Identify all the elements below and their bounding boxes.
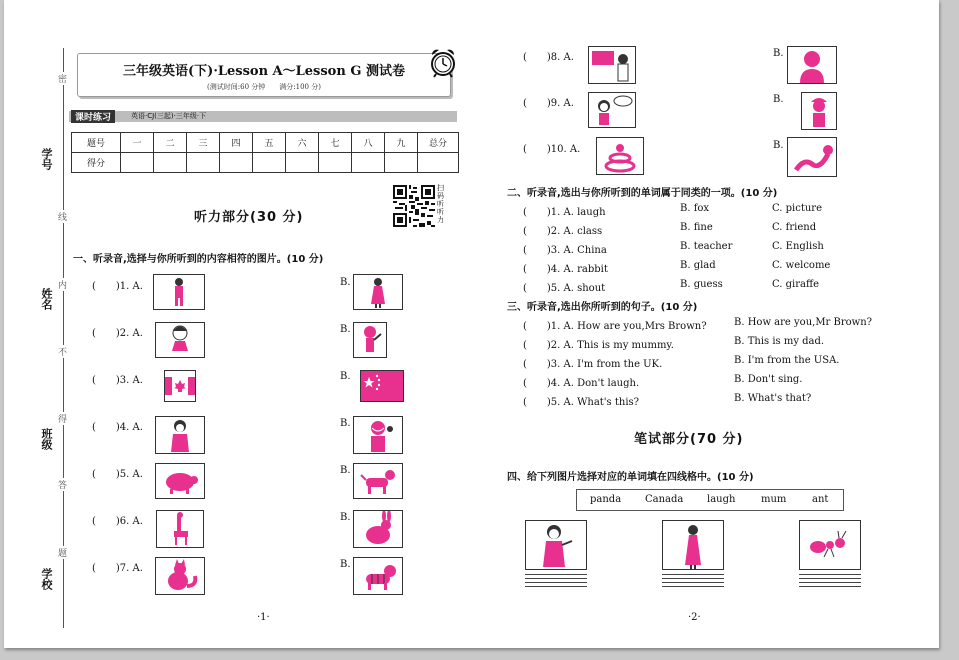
picture-canada-flag[interactable] xyxy=(164,370,196,402)
picture-girl-speaking[interactable] xyxy=(588,92,636,128)
picture-girl-smiling[interactable] xyxy=(155,322,205,358)
q3-item-1-b: B. How are you,Mr Brown? xyxy=(734,317,873,328)
score-input-cell[interactable] xyxy=(385,153,418,173)
picture-man-laughing[interactable] xyxy=(353,416,403,454)
page-number: ·1· xyxy=(257,612,270,623)
seal-char: 得 xyxy=(58,412,67,425)
q1-item-10-label: ( )10. A. xyxy=(523,144,581,155)
seal-char: 内 xyxy=(58,278,67,291)
q2-item-3-a: ( )3. A. China xyxy=(523,245,607,256)
title-box xyxy=(77,53,451,97)
q1-item-10-b: B. xyxy=(773,140,784,151)
q1-item-3-label: ( )3. A. xyxy=(92,375,143,386)
series-info: 英语·CJ(三起)·三年级·下 xyxy=(131,112,207,120)
q3-item-2-b: B. This is my dad. xyxy=(734,336,825,347)
score-input-cell[interactable] xyxy=(187,153,220,173)
picture-teacher-board[interactable] xyxy=(588,46,636,84)
q3-item-3-b: B. I'm from the USA. xyxy=(734,355,840,366)
picture-woman-dress[interactable] xyxy=(353,274,403,310)
q1-item-7-b: B. xyxy=(340,559,351,570)
score-input-cell[interactable] xyxy=(154,153,187,173)
page-number: ·2· xyxy=(688,612,701,623)
score-cell: 六 xyxy=(286,133,319,153)
q4-heading: 四、给下列图片选择对应的单词填在四线格中。(10 分) xyxy=(507,472,754,483)
q1-item-1-label: ( )1. A. xyxy=(92,281,143,292)
q1-item-4-b: B. xyxy=(340,418,351,429)
picture-woman-dress-long[interactable] xyxy=(662,520,724,570)
picture-dog[interactable] xyxy=(353,463,403,499)
score-cell: 八 xyxy=(352,133,385,153)
q2-item-2-b: B. fine xyxy=(680,222,713,233)
binding-line xyxy=(63,48,64,628)
page-title: 三年级英语(下)·Lesson A～Lesson G 测试卷 xyxy=(123,64,405,79)
picture-china-flag[interactable] xyxy=(360,370,404,402)
q1-item-5-label: ( )5. A. xyxy=(92,469,143,480)
binding-label-name: 姓名 xyxy=(40,288,53,310)
q1-item-1-b: B. xyxy=(340,277,351,288)
word-bank-item: mum xyxy=(761,494,787,505)
picture-pig[interactable] xyxy=(155,463,205,499)
score-cell: 三 xyxy=(187,133,220,153)
picture-rabbit[interactable] xyxy=(353,510,403,548)
exam-sheet xyxy=(4,0,939,648)
word-bank-item: panda xyxy=(590,494,622,505)
picture-girl-standing[interactable] xyxy=(153,274,205,310)
q2-item-3-c: C. English xyxy=(772,241,824,252)
score-cell: 五 xyxy=(253,133,286,153)
seal-char: 题 xyxy=(58,546,67,559)
writing-lines-3[interactable] xyxy=(799,574,861,590)
picture-giraffe[interactable] xyxy=(156,510,204,548)
seal-char: 密 xyxy=(58,72,67,85)
q3-item-2-a: ( )2. A. This is my mummy. xyxy=(523,340,674,351)
score-input-cell[interactable] xyxy=(319,153,352,173)
score-cell: 得分 xyxy=(72,153,121,173)
word-bank-item: Canada xyxy=(645,494,684,505)
q2-item-2-c: C. friend xyxy=(772,222,817,233)
q2-item-1-c: C. picture xyxy=(772,203,823,214)
q1-item-6-label: ( )6. A. xyxy=(92,516,143,527)
score-input-cell[interactable] xyxy=(418,153,459,173)
q3-item-1-a: ( )1. A. How are you,Mrs Brown? xyxy=(523,321,707,332)
series-logo: 课时练习 xyxy=(71,110,115,123)
picture-snake-coiled[interactable] xyxy=(596,137,644,175)
q1-item-8-b: B. xyxy=(773,48,784,59)
score-input-cell[interactable] xyxy=(220,153,253,173)
q3-item-5-b: B. What's that? xyxy=(734,393,812,404)
q2-item-1-b: B. fox xyxy=(680,203,710,214)
seal-char: 不 xyxy=(58,345,67,358)
word-bank-item: ant xyxy=(812,494,829,505)
q2-item-5-b: B. guess xyxy=(680,279,723,290)
score-input-cell[interactable] xyxy=(352,153,385,173)
picture-boy-waving[interactable] xyxy=(353,322,387,358)
q2-item-2-a: ( )2. A. class xyxy=(523,226,603,237)
q2-item-5-a: ( )5. A. shout xyxy=(523,283,606,294)
qr-caption: 扫码听听力 xyxy=(437,184,444,224)
binding-label-school: 学校 xyxy=(40,568,53,590)
binding-label-class: 班级 xyxy=(40,428,53,450)
q2-item-1-a: ( )1. A. laugh xyxy=(523,207,606,218)
score-input-cell[interactable] xyxy=(253,153,286,173)
score-cell: 九 xyxy=(385,133,418,153)
score-input-cell[interactable] xyxy=(121,153,154,173)
word-bank xyxy=(576,489,844,511)
score-cell: 七 xyxy=(319,133,352,153)
score-table-header-row xyxy=(72,133,459,153)
series-band xyxy=(69,111,457,122)
picture-man-portrait[interactable] xyxy=(787,46,837,84)
word-bank-item: laugh xyxy=(707,494,736,505)
score-cell: 四 xyxy=(220,133,253,153)
binding-label-student-id: 学号 xyxy=(40,148,53,170)
score-cell: 二 xyxy=(154,133,187,153)
score-input-cell[interactable] xyxy=(286,153,319,173)
q1-item-3-b: B. xyxy=(340,371,351,382)
q3-heading: 三、听录音,选出你所听到的句子。(10 分) xyxy=(507,302,698,313)
writing-lines-1[interactable] xyxy=(525,574,587,590)
picture-ant[interactable] xyxy=(799,520,861,570)
picture-fox[interactable] xyxy=(155,557,205,595)
picture-tiger[interactable] xyxy=(353,557,403,595)
picture-boy-cap[interactable] xyxy=(801,92,837,130)
q1-item-6-b: B. xyxy=(340,512,351,523)
score-table xyxy=(71,132,459,173)
q2-heading: 二、听录音,选出与你所听到的单词属于同类的一项。(10 分) xyxy=(507,188,778,199)
q1-heading: 一、听录音,选择与你所听到的内容相符的图片。(10 分) xyxy=(73,254,324,265)
q1-item-4-label: ( )4. A. xyxy=(92,422,143,433)
q1-item-2-label: ( )2. A. xyxy=(92,328,143,339)
q2-item-4-b: B. glad xyxy=(680,260,716,271)
q2-item-4-a: ( )4. A. rabbit xyxy=(523,264,608,275)
listening-section-title: 听力部分(30 分) xyxy=(194,210,304,225)
seal-char: 线 xyxy=(58,210,67,223)
q3-item-3-a: ( )3. A. I'm from the UK. xyxy=(523,359,663,370)
picture-snake-pattern[interactable] xyxy=(787,137,837,177)
score-cell: 题号 xyxy=(72,133,121,153)
q2-item-5-c: C. giraffe xyxy=(772,279,820,290)
alarm-clock-icon xyxy=(427,46,459,78)
q2-item-4-c: C. welcome xyxy=(772,260,831,271)
qr-code-icon[interactable] xyxy=(393,185,435,227)
q2-item-3-b: B. teacher xyxy=(680,241,733,252)
q3-item-4-a: ( )4. A. Don't laugh. xyxy=(523,378,640,389)
score-cell: 一 xyxy=(121,133,154,153)
q3-item-4-b: B. Don't sing. xyxy=(734,374,803,385)
q1-item-7-label: ( )7. A. xyxy=(92,563,143,574)
score-table-score-row xyxy=(72,153,459,173)
q1-item-9-b: B. xyxy=(773,94,784,105)
seal-char: 答 xyxy=(58,478,67,491)
q1-item-8-label: ( )8. A. xyxy=(523,52,574,63)
score-cell: 总分 xyxy=(418,133,459,153)
writing-section-title: 笔试部分(70 分) xyxy=(634,432,744,447)
q1-item-5-b: B. xyxy=(340,465,351,476)
picture-woman-pink[interactable] xyxy=(155,416,205,454)
q1-item-9-label: ( )9. A. xyxy=(523,98,574,109)
exam-time-info: (测试时间:60 分钟 满分:100 分) xyxy=(207,83,321,91)
q1-item-2-b: B. xyxy=(340,324,351,335)
writing-lines-2[interactable] xyxy=(662,574,724,590)
q3-item-5-a: ( )5. A. What's this? xyxy=(523,397,640,408)
picture-woman-pointing[interactable] xyxy=(525,520,587,570)
